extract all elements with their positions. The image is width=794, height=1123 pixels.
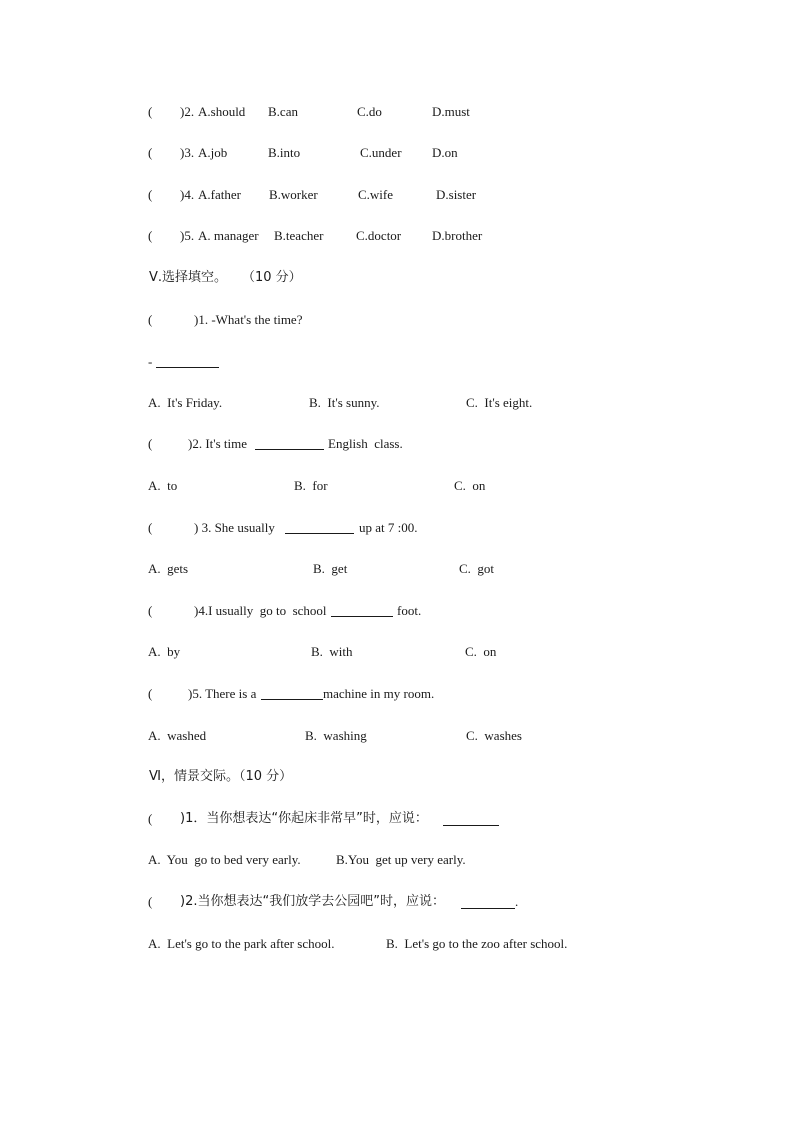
- option-c: C.under: [360, 145, 402, 160]
- option-a: A.father: [198, 187, 241, 202]
- answer-bracket[interactable]: (: [148, 894, 153, 909]
- answer-bracket[interactable]: (: [148, 104, 153, 119]
- section-title: Ⅵ，情景交际。（10 分）: [149, 769, 293, 784]
- question-number: )5.: [180, 228, 195, 243]
- answer-bracket[interactable]: (: [148, 312, 153, 327]
- section-title: Ⅴ.选择填空。: [149, 270, 228, 285]
- option-c: C. got: [459, 561, 495, 576]
- answer-blank[interactable]: [261, 687, 323, 700]
- option-c: C. It's eight.: [466, 395, 533, 410]
- answer-bracket[interactable]: (: [148, 187, 153, 202]
- option-a: A. It's Friday.: [148, 395, 223, 410]
- question-stem: ) 3. She usually: [194, 520, 275, 535]
- option-a: A. by: [148, 644, 181, 659]
- answer-bracket[interactable]: (: [148, 603, 153, 618]
- option-b: B. get: [313, 561, 348, 576]
- option-a: A. to: [148, 478, 178, 493]
- question-stem-tail: English class.: [328, 436, 403, 451]
- question-stem: )1．当你想表达“你起床非常早”时，应说：: [180, 811, 428, 826]
- option-b: B. for: [294, 478, 328, 493]
- option-c: C. on: [454, 478, 486, 493]
- question-stem-tail: up at 7 :00.: [359, 520, 418, 535]
- answer-blank[interactable]: [461, 896, 515, 909]
- option-b: B. Let's go to the zoo after school.: [386, 936, 568, 951]
- question-stem: )4.I usually go to school: [194, 603, 327, 618]
- option-c: C. on: [465, 644, 497, 659]
- option-b: B. with: [311, 644, 353, 659]
- answer-blank[interactable]: [255, 437, 324, 450]
- answer-bracket[interactable]: (: [148, 520, 153, 535]
- question-number: )4.: [180, 187, 195, 202]
- question-number: )3.: [180, 145, 195, 160]
- section-score: （10 分）: [242, 270, 302, 285]
- answer-bracket[interactable]: (: [148, 228, 153, 243]
- option-a: A. You go to bed very early.: [148, 852, 301, 867]
- option-b: B.teacher: [274, 228, 324, 243]
- option-d: D.on: [432, 145, 458, 160]
- option-b: B. It's sunny.: [309, 395, 380, 410]
- option-c: C.wife: [358, 187, 394, 202]
- option-a: A.job: [198, 145, 228, 160]
- question-number: )2.: [180, 104, 195, 119]
- option-b: B.can: [268, 104, 298, 119]
- question-stem-tail: foot.: [397, 603, 422, 618]
- option-a: A. manager: [198, 228, 259, 243]
- question-stem-tail: .: [515, 894, 519, 909]
- option-d: D.brother: [432, 228, 483, 243]
- option-b: B. washing: [305, 728, 367, 743]
- option-a: A.should: [198, 104, 246, 119]
- option-c: C. washes: [466, 728, 522, 743]
- question-stem: )2. It's time: [188, 436, 248, 451]
- answer-bracket[interactable]: (: [148, 686, 153, 701]
- answer-bracket[interactable]: (: [148, 436, 153, 451]
- answer-blank[interactable]: [285, 521, 354, 534]
- question-stem: )5. There is a: [188, 686, 257, 701]
- answer-dash: -: [148, 354, 153, 369]
- question-stem-tail: machine in my room.: [323, 686, 435, 701]
- question-stem: )1. -What's the time?: [194, 312, 303, 327]
- option-d: D.sister: [436, 187, 477, 202]
- answer-blank[interactable]: [156, 355, 219, 368]
- option-b: B.into: [268, 145, 301, 160]
- answer-bracket[interactable]: (: [148, 811, 153, 826]
- option-a: A. Let's go to the park after school.: [148, 936, 335, 951]
- option-c: C.do: [357, 104, 382, 119]
- answer-blank[interactable]: [443, 813, 499, 826]
- option-a: A. gets: [148, 561, 189, 576]
- option-b: B.You get up very early.: [336, 852, 466, 867]
- option-b: B.worker: [269, 187, 318, 202]
- question-stem: )2.当你想表达“我们放学去公园吧”时，应说：: [180, 894, 445, 909]
- answer-blank[interactable]: [331, 604, 393, 617]
- option-d: D.must: [432, 104, 470, 119]
- answer-bracket[interactable]: (: [148, 145, 153, 160]
- option-c: C.doctor: [356, 228, 402, 243]
- option-a: A. washed: [148, 728, 207, 743]
